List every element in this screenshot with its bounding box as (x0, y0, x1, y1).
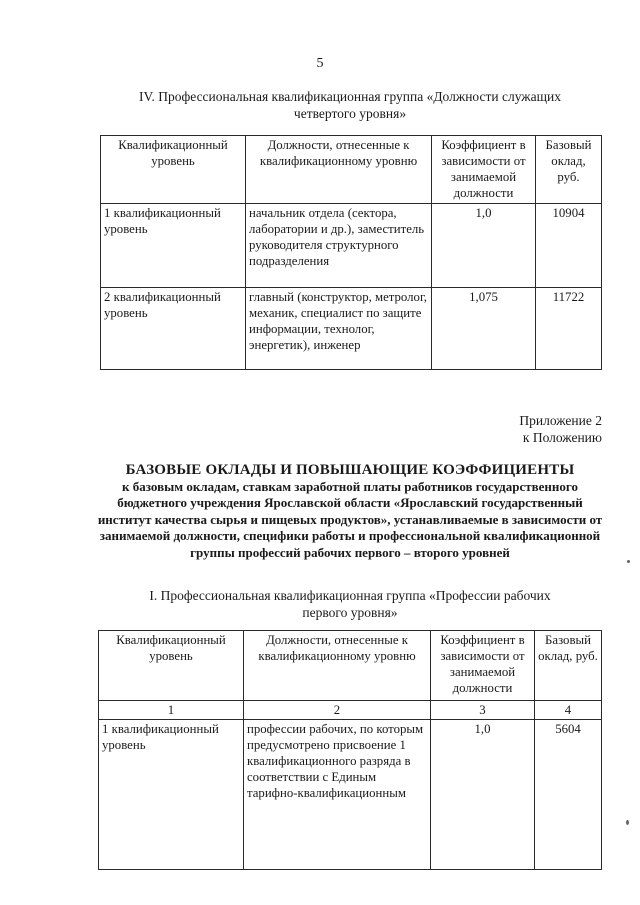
scan-speck (627, 560, 630, 563)
table-row (101, 204, 602, 288)
cell-level: 1 квалификационный уровень (101, 204, 246, 288)
document-subtitle: к базовым окладам, ставкам заработной платы работников государственного бюджетного учреждения Ярославской области «Ярославский государственный институт качества сырья и пищевых продуктов», устанавливаемые в зависимости от занимаемой должности, специфики работы и профессиональной квалификационной группы профессий рабочих первого – второго уровней (97, 479, 603, 560)
appendix-line1: Приложение 2 (519, 413, 602, 428)
section-1-title (90, 587, 610, 621)
header-coefficient: Коэффициент в зависимости от занимаемой должности (431, 631, 535, 701)
section-1-title-line1: I. Профессиональная квалификационная группа «Профессии рабочих (149, 588, 551, 603)
cell-positions: главный (конструктор, метролог, механик, специалист по защите информации, технолог, энергетик), инженер (246, 288, 432, 370)
column-number: 3 (431, 701, 535, 720)
header-salary: Базовый оклад, руб. (535, 631, 602, 701)
document-title: БАЗОВЫЕ ОКЛАДЫ И ПОВЫШАЮЩИЕ КОЭФФИЦИЕНТЫ (125, 462, 575, 478)
column-number: 4 (535, 701, 602, 720)
header-level: Квалификационный уровень (101, 136, 246, 204)
cell-positions: профессии рабочих, по которым предусмотрено присвоение 1 квалификационного разряда в соответствии с Единым тарифно-квалификационным (244, 720, 431, 870)
section-4-title-line2: четвертого уровня» (293, 106, 407, 121)
column-number-row (99, 701, 602, 720)
cell-coefficient: 1,075 (432, 288, 536, 370)
table-header-row (101, 136, 602, 204)
cell-coefficient: 1,0 (432, 204, 536, 288)
header-level: Квалификационный уровень (99, 631, 244, 701)
cell-salary: 5604 (535, 720, 602, 870)
section-4-table (100, 135, 602, 370)
table-row (99, 720, 602, 870)
cell-coefficient: 1,0 (431, 720, 535, 870)
column-number: 2 (244, 701, 431, 720)
section-1-table (98, 630, 602, 870)
header-salary: Базовый оклад, руб. (536, 136, 602, 204)
header-positions: Должности, отнесенные к квалификационному уровню (244, 631, 431, 701)
appendix-reference (402, 412, 602, 446)
page-number: 5 (316, 56, 324, 71)
cell-level: 2 квалификационный уровень (101, 288, 246, 370)
section-1-title-line2: первого уровня» (302, 605, 398, 620)
section-4-title-line1: IV. Профессиональная квалификационная группа «Должности служащих (138, 89, 561, 104)
cell-level: 1 квалификационный уровень (99, 720, 244, 870)
header-positions: Должности, отнесенные к квалификационному уровню (246, 136, 432, 204)
scan-speck (626, 820, 629, 825)
appendix-line2: к Положению (522, 430, 602, 445)
section-4-title (90, 88, 610, 122)
table-header-row (99, 631, 602, 701)
cell-salary: 11722 (536, 288, 602, 370)
table-row (101, 288, 602, 370)
column-number: 1 (99, 701, 244, 720)
cell-salary: 10904 (536, 204, 602, 288)
cell-positions: начальник отдела (сектора, лаборатории и др.), заместитель руководителя структурного подразделения (246, 204, 432, 288)
header-coefficient: Коэффициент в зависимости от занимаемой должности (432, 136, 536, 204)
